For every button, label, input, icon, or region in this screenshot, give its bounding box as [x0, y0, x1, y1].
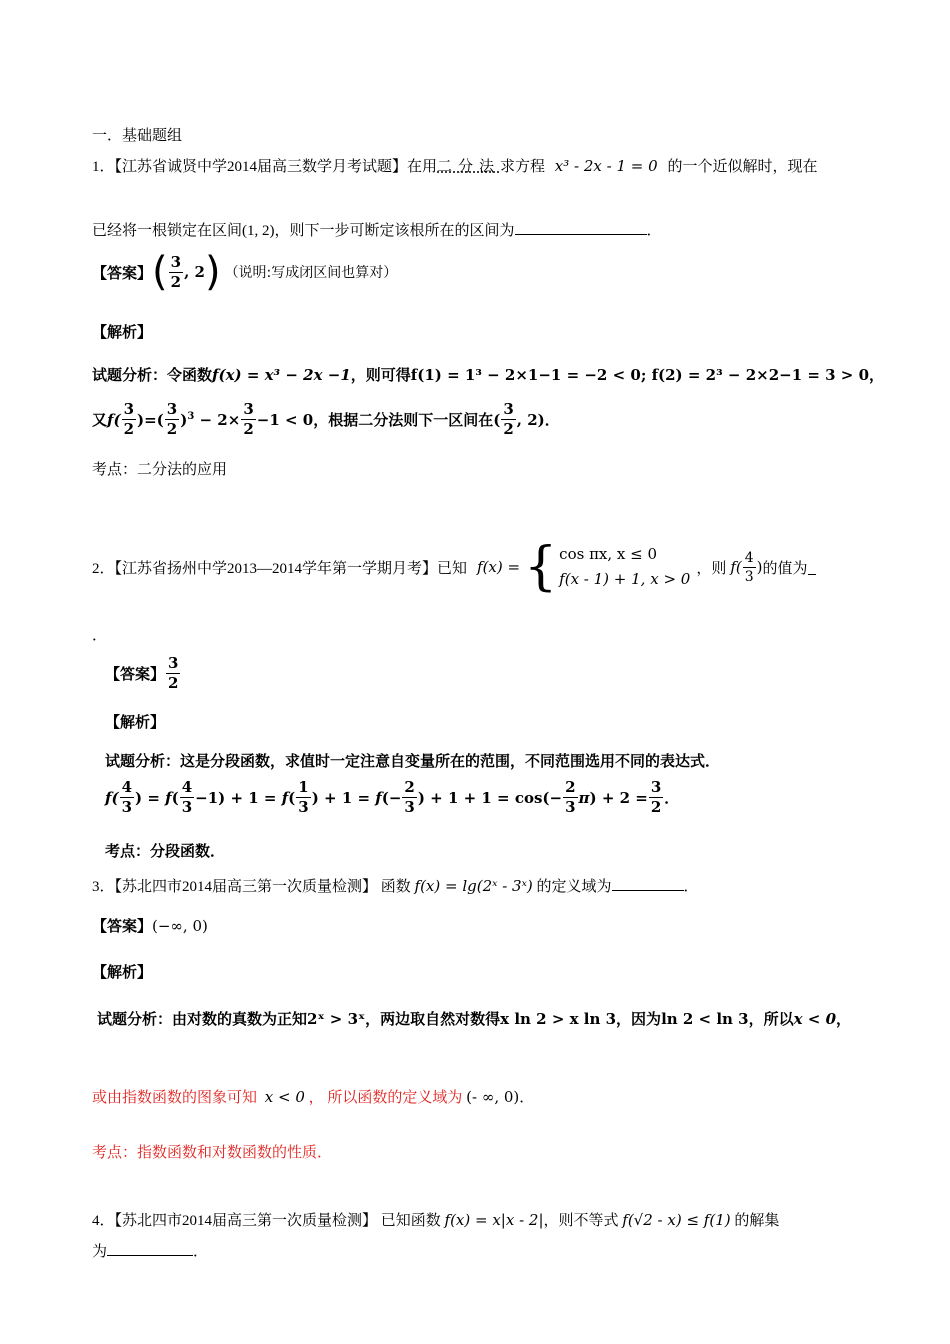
- q2-a-frac4-den: 3: [404, 798, 415, 816]
- q2-a-frac1: [120, 780, 134, 815]
- q3-answer-blank: [612, 876, 684, 891]
- q2-eval-num: 4: [744, 549, 754, 566]
- q2-a-frac2-den: 3: [181, 798, 193, 816]
- q2-a-eq1: ) = f(: [135, 788, 179, 807]
- q3-line1-pre: 3．【苏北四市2014届高三第一次质量检测】 函数: [92, 879, 411, 895]
- q2-analysis-label: 【解析】: [105, 713, 166, 731]
- q1-eq-a: )=(: [137, 410, 164, 429]
- q3-ineq4: x < 0: [793, 1010, 837, 1028]
- q2-a-f1: f(: [105, 788, 119, 807]
- q3-analysis-line1: [97, 1008, 851, 1029]
- q1-interval-r: , 2): [516, 410, 545, 429]
- q2-a-frac5: [563, 780, 577, 815]
- q1-frac-b-den: 2: [166, 420, 178, 438]
- q1-analysis-line1: [92, 364, 884, 385]
- q3-analysis-pre: 试题分析：由对数的真数为正知: [97, 1010, 308, 1028]
- q2-a-frac1-num: 4: [121, 778, 132, 796]
- q3-ineq1: 2ˣ > 3ˣ: [307, 1010, 366, 1028]
- q1-analysis-func: f(x) = x³ − 2x −1: [212, 366, 351, 384]
- q1-eq-b: )$^3$ − 2×: [180, 410, 241, 429]
- q1-frac-a-num: 3: [123, 400, 135, 418]
- q1-answer-rparen: ): [204, 249, 221, 295]
- q3-answer: [92, 915, 208, 936]
- q1-frac-b: [165, 402, 179, 437]
- q1-frac-c-den: 2: [243, 420, 254, 438]
- q3-analysis-post: ，: [836, 1010, 852, 1028]
- q1-frac-a: [122, 402, 136, 437]
- q4-line1-mid: ，则不等式: [543, 1213, 619, 1229]
- q1-analysis-line1-pre: 试题分析：令函数: [92, 366, 213, 384]
- q1-answer-frac: [169, 252, 183, 291]
- q4-line1-pre: 4．【苏北四市2014届高三第一次质量检测】 已知函数: [92, 1213, 441, 1229]
- q2-a-frac6-num: 3: [650, 778, 662, 796]
- q1-analysis-line2-pre: 又: [92, 411, 108, 429]
- q2-eval-rparen: ): [756, 558, 763, 576]
- q2-analysis-line1: 试题分析：这是分段函数，求值时一定注意自变量所在的范围，不同范围选用不同的表达式．: [105, 752, 721, 770]
- q2-a-frac5-den: 3: [565, 798, 576, 816]
- q1-line1: [92, 155, 817, 176]
- q1-method: 二分法: [437, 159, 501, 175]
- q2-answer-blank: [808, 560, 816, 575]
- q2-a-frac4-num: 2: [404, 778, 415, 796]
- q2-line1-pre: 2．【江苏省扬州中学2013—2014学年第一学期月考】已知: [92, 560, 468, 577]
- q1-analysis-line2-post: ．: [544, 411, 560, 429]
- q1-frac-d-den: 2: [503, 420, 514, 438]
- q1-frac-d: [501, 402, 515, 437]
- q1-answer-lparen: (: [152, 249, 168, 295]
- q2-a-frac2: [180, 780, 194, 815]
- q3-analysis-mid2: ，因为: [616, 1010, 662, 1028]
- q1-line1-pre: 1．【江苏省诚贤中学2014届高三数学月考试题】在用: [92, 159, 438, 175]
- q4-answer-blank: [107, 1241, 193, 1256]
- section-title: 一．基础题组: [92, 128, 183, 144]
- q3-func: f(x) = lg(2ˣ - 3ˣ): [414, 877, 533, 895]
- q2-a-frac3-num: 1: [298, 778, 309, 796]
- q3-red-post: ．: [519, 1090, 535, 1106]
- q2-a-end: ．: [664, 789, 680, 807]
- q1-answer-rest: , 2: [184, 263, 205, 281]
- q1-frac-d-num: 3: [503, 400, 514, 418]
- q1-eq-c: −1 < 0: [256, 410, 314, 429]
- q1-analysis-line2: [92, 402, 560, 437]
- q4-line2: [92, 1240, 208, 1261]
- q1-kaodian: 考点：二分法的应用: [92, 460, 228, 478]
- q2-answer-frac: [166, 656, 180, 691]
- q2-line2: ．: [92, 628, 108, 644]
- q2-a-eq2: −1) + 1 = f(: [195, 788, 296, 807]
- q4-line1: [92, 1209, 779, 1230]
- q1-analysis-line1-post: ，: [869, 366, 885, 384]
- q1-answer-num: 3: [170, 252, 182, 271]
- q3-analysis-mid3: ，所以: [748, 1010, 794, 1028]
- q3-red-pre: 或由指数函数的图象可知: [92, 1090, 258, 1106]
- q2-func-lhs: f(x) =: [477, 558, 521, 576]
- q1-line1-mid: 求方程: [500, 159, 546, 175]
- q2-eval-den: 3: [744, 568, 754, 585]
- q1-f-left: f(: [107, 410, 121, 429]
- q4-ineq: f(√2 - x) ≤ f(1): [622, 1211, 731, 1229]
- q2-a-frac4: [402, 780, 416, 815]
- q2-brace: {: [524, 537, 558, 597]
- q2-a-eq3: ) + 1 = f(−: [311, 788, 402, 807]
- q3-red-mid: ， 所以函数的定义域为: [308, 1090, 463, 1106]
- q2-a-frac2-num: 4: [181, 778, 193, 796]
- q3-answer-value: (−∞, 0): [152, 917, 208, 935]
- q2-line1-mid: ，则: [696, 560, 727, 577]
- q1-line2-post: ．: [646, 223, 662, 239]
- q3-line1-post: 的定义域为: [536, 879, 612, 895]
- q1-equation: x³ - 2x - 1 = 0: [554, 157, 658, 175]
- q2-a-frac6-den: 2: [650, 798, 662, 816]
- q2-a-eq4: ) + 1 + 1 = cos(−: [417, 788, 563, 807]
- q3-ineq3: ln 2 < ln 3: [661, 1010, 749, 1028]
- q2-cases: [559, 542, 690, 593]
- q3-red-line: [92, 1086, 534, 1107]
- q2-a-frac3-den: 3: [298, 798, 309, 816]
- q2-eval-frac: [743, 551, 756, 584]
- q2-a-eq5: π) + 2 =: [578, 788, 648, 807]
- q1-answer-blank: [515, 220, 647, 235]
- q3-analysis-mid1: ，两边取自然对数得: [365, 1010, 501, 1028]
- q2-answer-label: 【答案】: [105, 665, 166, 683]
- q2-a-frac5-num: 2: [565, 778, 576, 796]
- q1-answer-label: 【答案】: [92, 263, 153, 282]
- q1-line2-pre: 已经将一根锁定在区间(1, 2)，则下一步可断定该根所在的区间为: [92, 223, 515, 239]
- q1-analysis-line1-mid: ，则可得: [350, 366, 411, 384]
- q1-frac-a-den: 2: [123, 420, 135, 438]
- q2-a-frac6: [649, 780, 663, 815]
- q1-analysis-line2-mid: ，根据二分法则下一区间在: [313, 411, 494, 429]
- q1-analysis-label: 【解析】: [92, 323, 153, 341]
- q3-line1-end: ．: [683, 879, 699, 895]
- q2-analysis-line2: [105, 780, 679, 815]
- q3-analysis-label: 【解析】: [92, 963, 153, 981]
- q1-answer-den: 2: [170, 272, 182, 291]
- q3-ineq2: x ln 2 > x ln 3: [500, 1010, 617, 1028]
- q2-kaodian: 考点：分段函数．: [105, 842, 226, 860]
- q4-line2-pre: 为: [92, 1244, 108, 1260]
- q2-answer-den: 2: [168, 674, 179, 692]
- q3-kaodian: 考点：指数函数和对数函数的性质．: [92, 1145, 333, 1161]
- q1-line1-post: 的一个近似解时，现在: [667, 159, 818, 175]
- q2-line1-post: 的值为: [762, 560, 808, 577]
- q4-line1-post: 的解集: [734, 1213, 780, 1229]
- q2-a-frac1-den: 3: [121, 798, 132, 816]
- q4-line2-post: ．: [193, 1244, 209, 1260]
- q2-case2: f(x - 1) + 1, x > 0: [559, 570, 691, 588]
- q3-answer-label: 【答案】: [92, 917, 153, 935]
- q2-case1: cos πx, x ≤ 0: [559, 544, 658, 563]
- q1-frac-c: [241, 402, 255, 437]
- q1-frac-c-num: 3: [243, 400, 254, 418]
- q1-answer: [92, 249, 398, 295]
- q1-frac-b-num: 3: [166, 400, 178, 418]
- q1-interval-l: (: [493, 410, 501, 429]
- q3-red-domain: (- ∞, 0): [466, 1088, 520, 1106]
- q3-red-cond: x < 0: [264, 1088, 305, 1106]
- q2-line1: [92, 537, 816, 597]
- q1-answer-note: （说明:写成闭区间也算对）: [224, 265, 398, 281]
- q3-line1: [92, 875, 699, 896]
- q1-analysis-calc: f(1) = 1³ − 2×1−1 = −2 < 0; f(2) = 2³ − 2×2−1 = 3 > 0: [410, 366, 870, 384]
- q2-answer-num: 3: [168, 654, 179, 672]
- q2-answer: [105, 656, 181, 691]
- q4-func: f(x) = x|x - 2|: [444, 1211, 544, 1229]
- q2-eval-f: f(: [730, 558, 742, 576]
- q1-line2: [92, 219, 662, 240]
- q2-a-frac3: [296, 780, 310, 815]
